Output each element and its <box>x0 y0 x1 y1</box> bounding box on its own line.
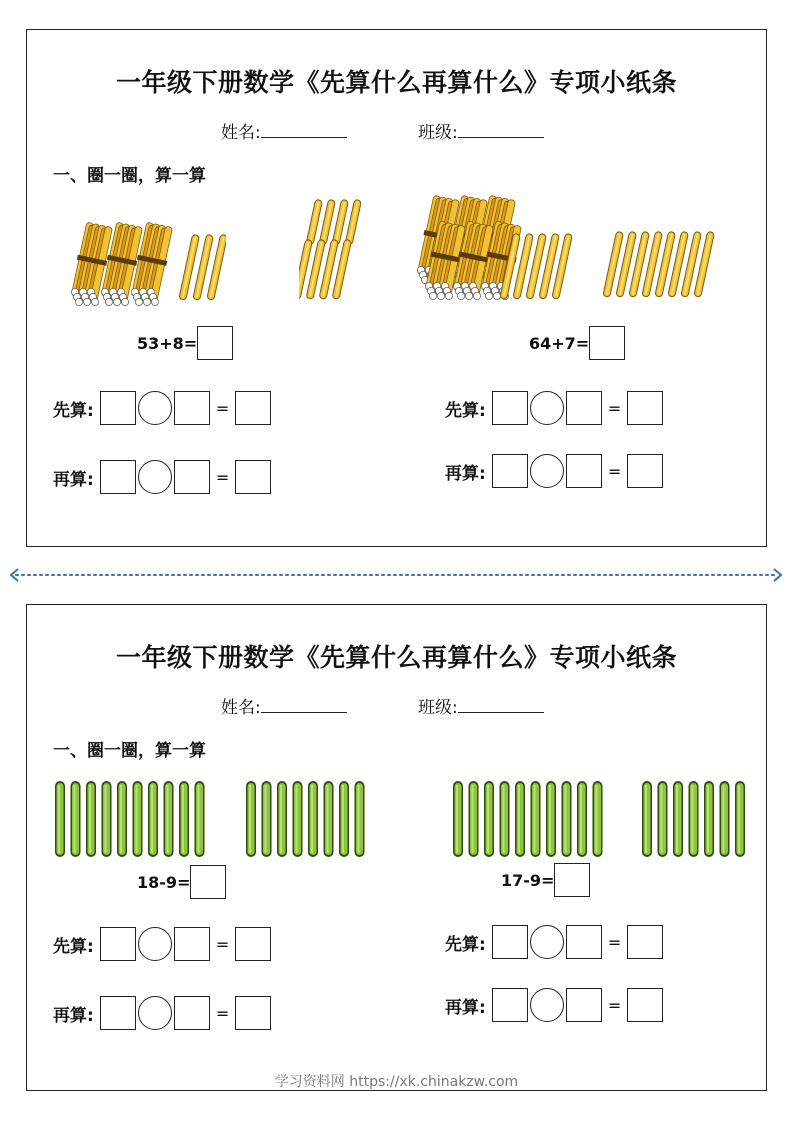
worksheet-title: 一年级下册数学《先算什么再算什么》专项小纸条 <box>115 643 677 672</box>
first-step-row <box>53 391 271 425</box>
result-box[interactable] <box>627 925 663 959</box>
operand-box[interactable] <box>174 927 210 961</box>
green-counting-stick <box>469 781 479 857</box>
result-box[interactable] <box>235 391 271 425</box>
green-counting-stick <box>277 781 287 857</box>
operand-box[interactable] <box>566 454 602 488</box>
equals-sign: = <box>607 461 622 481</box>
first-step-label: 先算: <box>53 400 94 421</box>
worksheet-strip-2 <box>26 604 767 1091</box>
green-counting-stick <box>704 781 714 857</box>
equation-1 <box>137 865 226 899</box>
operator-circle[interactable] <box>530 391 564 425</box>
green-counting-stick <box>133 781 143 857</box>
green-counting-stick <box>562 781 572 857</box>
second-step-label: 再算: <box>53 1005 94 1026</box>
counting-sticks-picture <box>299 195 374 305</box>
green-counting-stick <box>689 781 699 857</box>
section-heading: 一、圈一圈，算一算 <box>53 166 206 186</box>
operand-box[interactable] <box>174 460 210 494</box>
green-counting-stick <box>117 781 127 857</box>
green-counting-stick <box>164 781 174 857</box>
second-step-label: 再算: <box>445 997 486 1018</box>
answer-box[interactable] <box>197 326 233 360</box>
second-step-label: 再算: <box>53 469 94 490</box>
name-label: 姓名: <box>221 123 261 143</box>
result-box[interactable] <box>235 460 271 494</box>
equals-sign: = <box>215 467 230 487</box>
equals-sign: = <box>215 934 230 954</box>
equation-text: 53+8= <box>137 333 198 353</box>
class-blank[interactable] <box>458 122 544 138</box>
green-counting-stick <box>500 781 510 857</box>
operator-circle[interactable] <box>138 460 172 494</box>
counting-sticks-picture <box>449 779 754 859</box>
first-step-row <box>445 391 663 425</box>
operand-box[interactable] <box>566 925 602 959</box>
green-counting-stick <box>355 781 365 857</box>
green-counting-stick <box>531 781 541 857</box>
answer-box[interactable] <box>190 865 226 899</box>
first-step-row <box>445 925 663 959</box>
operand-box[interactable] <box>492 988 528 1022</box>
worksheet-strip-1 <box>26 29 767 547</box>
second-step-row <box>445 454 663 488</box>
green-counting-stick <box>577 781 587 857</box>
operator-circle[interactable] <box>530 925 564 959</box>
class-label: 班级: <box>418 698 458 718</box>
first-step-label: 先算: <box>445 400 486 421</box>
equals-sign: = <box>607 995 622 1015</box>
operator-circle[interactable] <box>530 988 564 1022</box>
arrow-right-icon <box>774 569 781 581</box>
operand-box[interactable] <box>174 996 210 1030</box>
second-step-label: 再算: <box>445 463 486 484</box>
operator-circle[interactable] <box>530 454 564 488</box>
operand-box[interactable] <box>492 925 528 959</box>
name-field[interactable] <box>221 693 347 718</box>
equals-sign: = <box>215 1003 230 1023</box>
equals-sign: = <box>215 398 230 418</box>
operator-circle[interactable] <box>138 927 172 961</box>
green-counting-stick <box>658 781 668 857</box>
green-counting-stick <box>735 781 745 857</box>
class-field[interactable] <box>418 118 544 143</box>
counting-sticks-picture <box>595 230 715 305</box>
equation-2 <box>529 326 625 360</box>
operand-box[interactable] <box>492 454 528 488</box>
green-counting-stick <box>546 781 556 857</box>
green-counting-stick <box>484 781 494 857</box>
green-counting-stick <box>102 781 112 857</box>
result-box[interactable] <box>627 454 663 488</box>
equals-sign: = <box>607 398 622 418</box>
operator-circle[interactable] <box>138 996 172 1030</box>
equation-1 <box>137 326 233 360</box>
green-counting-stick <box>453 781 463 857</box>
second-step-row <box>53 996 271 1030</box>
operator-circle[interactable] <box>138 391 172 425</box>
cut-line-divider <box>8 566 784 584</box>
operand-box[interactable] <box>100 391 136 425</box>
first-step-label: 先算: <box>445 934 486 955</box>
green-counting-stick <box>593 781 603 857</box>
operand-box[interactable] <box>100 927 136 961</box>
green-counting-stick <box>673 781 683 857</box>
counting-sticks-picture <box>51 779 371 859</box>
green-counting-stick <box>293 781 303 857</box>
name-field[interactable] <box>221 118 347 143</box>
equation-text: 64+7= <box>529 333 590 353</box>
green-counting-stick <box>324 781 334 857</box>
green-counting-stick <box>720 781 730 857</box>
name-label: 姓名: <box>221 698 261 718</box>
operand-box[interactable] <box>100 996 136 1030</box>
green-counting-stick <box>195 781 205 857</box>
footer-watermark: 学习资料网 https://xk.chinakzw.com <box>274 1074 519 1090</box>
answer-box[interactable] <box>554 863 590 897</box>
class-field[interactable] <box>418 693 544 718</box>
first-step-row <box>53 927 271 961</box>
counting-sticks-picture <box>61 195 226 307</box>
green-counting-stick <box>71 781 81 857</box>
result-box[interactable] <box>235 996 271 1030</box>
green-counting-stick <box>642 781 652 857</box>
green-counting-stick <box>262 781 272 857</box>
green-counting-stick <box>308 781 318 857</box>
equals-sign: = <box>607 932 622 952</box>
equation-text: 18-9= <box>137 872 191 892</box>
section-heading: 一、圈一圈，算一算 <box>53 741 206 761</box>
result-box[interactable] <box>627 391 663 425</box>
green-counting-stick <box>339 781 349 857</box>
counting-sticks-picture <box>407 190 572 307</box>
operand-box[interactable] <box>100 460 136 494</box>
green-counting-stick <box>246 781 256 857</box>
operand-box[interactable] <box>566 391 602 425</box>
worksheet-title: 一年级下册数学《先算什么再算什么》专项小纸条 <box>115 68 677 97</box>
operand-box[interactable] <box>566 988 602 1022</box>
green-counting-stick <box>55 781 65 857</box>
name-blank[interactable] <box>261 122 347 138</box>
result-box[interactable] <box>235 927 271 961</box>
green-counting-stick <box>148 781 158 857</box>
class-blank[interactable] <box>458 697 544 713</box>
first-step-label: 先算: <box>53 936 94 957</box>
operand-box[interactable] <box>174 391 210 425</box>
second-step-row <box>53 460 271 494</box>
second-step-row <box>445 988 663 1022</box>
operand-box[interactable] <box>492 391 528 425</box>
green-counting-stick <box>515 781 525 857</box>
green-counting-stick <box>86 781 96 857</box>
name-blank[interactable] <box>261 697 347 713</box>
equation-2 <box>501 863 590 897</box>
answer-box[interactable] <box>589 326 625 360</box>
equation-text: 17-9= <box>501 870 555 890</box>
class-label: 班级: <box>418 123 458 143</box>
result-box[interactable] <box>627 988 663 1022</box>
green-counting-stick <box>179 781 189 857</box>
